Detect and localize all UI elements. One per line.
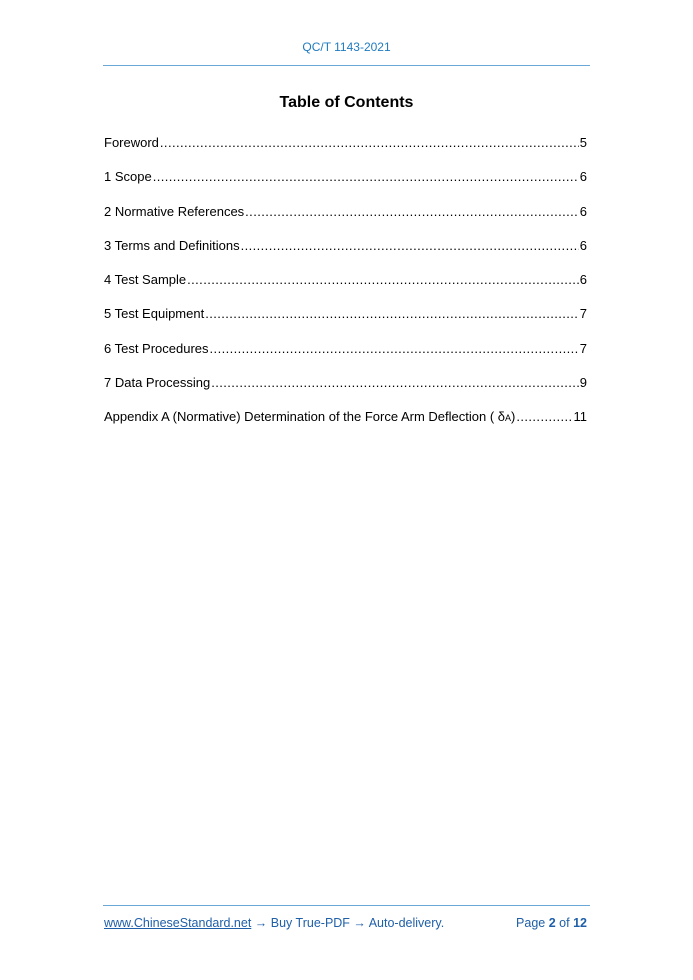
toc-entry-test-procedures[interactable] bbox=[104, 340, 587, 374]
toc-entry-page: 7 bbox=[579, 306, 587, 322]
leader-dots bbox=[205, 305, 579, 323]
footer-divider bbox=[103, 905, 590, 906]
footer-promo bbox=[104, 916, 444, 930]
toc-entry-page: 6 bbox=[579, 203, 587, 219]
leader-dots bbox=[160, 134, 579, 152]
toc-entry-label bbox=[104, 408, 515, 427]
toc-entry-page: 6 bbox=[579, 169, 587, 185]
leader-dots bbox=[153, 168, 579, 186]
page-word: Page bbox=[516, 916, 546, 930]
leader-dots bbox=[245, 203, 579, 221]
toc-entry-normative-references[interactable] bbox=[104, 203, 587, 237]
toc-entry-label: 7 Data Processing bbox=[104, 375, 211, 391]
toc-entry-label-main: Appendix A (Normative) Determination of the Force Arm Deflection ( δ bbox=[104, 409, 506, 425]
toc-title: Table of Contents bbox=[279, 94, 414, 111]
leader-dots bbox=[241, 237, 579, 255]
page-number bbox=[516, 916, 587, 930]
toc-entry-page: 6 bbox=[579, 237, 587, 253]
toc-entry-page: 7 bbox=[579, 340, 587, 356]
toc-entry-appendix-a[interactable] bbox=[104, 408, 587, 442]
toc-entry-foreword[interactable] bbox=[104, 134, 587, 168]
toc-entry-test-equipment[interactable] bbox=[104, 305, 587, 339]
toc-entry-data-processing[interactable] bbox=[104, 374, 587, 408]
toc-entry-terms-definitions[interactable] bbox=[104, 237, 587, 271]
toc-entry-label: 1 Scope bbox=[104, 169, 152, 185]
toc-entry-test-sample[interactable] bbox=[104, 271, 587, 305]
document-code-header: QC/T 1143-2021 bbox=[302, 40, 391, 54]
leader-dots bbox=[187, 271, 579, 289]
leader-dots bbox=[210, 340, 579, 358]
page-total: 12 bbox=[573, 916, 587, 930]
toc-entry-page: 5 bbox=[579, 135, 587, 150]
leader-dots bbox=[211, 374, 579, 392]
toc-entry-page: 6 bbox=[579, 272, 587, 288]
toc-entry-label: 4 Test Sample bbox=[104, 272, 187, 288]
toc-entry-label: 6 Test Procedures bbox=[104, 340, 209, 356]
toc-entry-label: Foreword bbox=[104, 135, 159, 150]
toc-entry-label-subscript: A bbox=[505, 413, 512, 424]
toc-entry-label-end: ) bbox=[511, 409, 516, 425]
toc-entry-page: 11 bbox=[573, 409, 587, 425]
page-of: of bbox=[559, 916, 570, 930]
table-of-contents bbox=[104, 134, 587, 443]
header-divider bbox=[103, 65, 590, 66]
toc-entry-label: 3 Terms and Definitions bbox=[104, 237, 240, 253]
toc-entry-scope[interactable] bbox=[104, 168, 587, 202]
toc-entry-page: 9 bbox=[579, 375, 587, 391]
leader-dots bbox=[516, 408, 572, 426]
page-current: 2 bbox=[548, 916, 556, 930]
website-link[interactable]: www.ChineseStandard.net bbox=[104, 916, 252, 930]
footer-promo-text: → Buy True-PDF → Auto-delivery. bbox=[251, 916, 445, 930]
toc-entry-label: 2 Normative References bbox=[104, 203, 245, 219]
toc-entry-label: 5 Test Equipment bbox=[104, 306, 205, 322]
